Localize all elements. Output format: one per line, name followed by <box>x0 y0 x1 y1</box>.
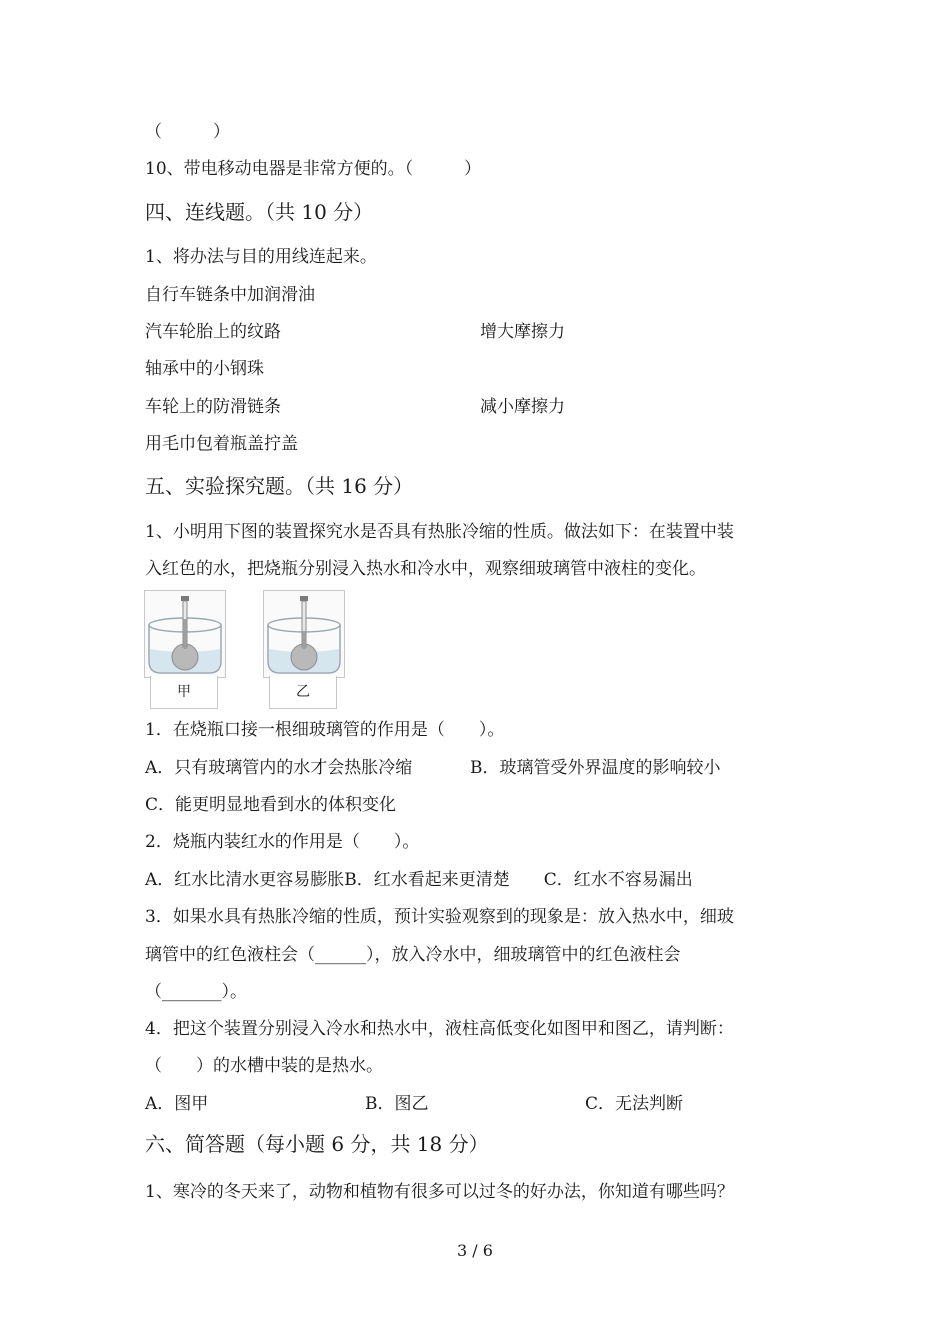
match-right-item: 减小摩擦力 <box>480 397 565 417</box>
match-right-item: 增大摩擦力 <box>480 322 565 342</box>
figure-jia-image <box>144 590 226 678</box>
figure-yi-label: 乙 <box>269 676 337 709</box>
sub-question-4-line: （ ）的水槽中装的是热水。 <box>145 1056 383 1076</box>
sub-question-4-option-a: A．图甲 <box>145 1094 209 1114</box>
match-left-item: 汽车轮胎上的纹路 <box>145 322 281 342</box>
sub-question-4-option-c: C．无法判断 <box>585 1094 684 1114</box>
section-4-heading: 四、连线题。（共 10 分） <box>145 200 374 224</box>
match-left-item: 自行车链条中加润滑油 <box>145 285 315 305</box>
flask-in-basin-icon <box>145 591 225 677</box>
sub-question-2: 2．烧瓶内装红水的作用是（ ）。 <box>145 832 420 852</box>
figure-jia-label: 甲 <box>150 676 218 709</box>
match-left-item: 轴承中的小钢珠 <box>145 359 264 379</box>
page-number: 3 / 6 <box>457 1241 493 1260</box>
match-left-item: 车轮上的防滑链条 <box>145 397 281 417</box>
experiment-intro-line: 1、小明用下图的装置探究水是否具有热胀冷缩的性质。做法如下：在装置中装 <box>145 522 734 542</box>
sub-question-1: 1．在烧瓶口接一根细玻璃管的作用是（ ）。 <box>145 720 505 740</box>
question-10: 10、带电移动电器是非常方便的。（ ） <box>145 159 482 179</box>
section-6-heading: 六、简答题（每小题 6 分，共 18 分） <box>145 1132 489 1156</box>
figure-jia <box>144 590 226 710</box>
sub-question-1-option-c: C．能更明显地看到水的体积变化 <box>145 795 397 815</box>
sub-question-1-option-b: B．玻璃管受外界温度的影响较小 <box>470 758 721 778</box>
sub-question-4-line: 4．把这个装置分别浸入冷水和热水中，液柱高低变化如图甲和图乙，请判断： <box>145 1019 734 1039</box>
sub-question-3-line: （_______）。 <box>145 982 247 1002</box>
sub-question-1-option-a: A．只有玻璃管内的水才会热胀冷缩 <box>145 758 413 778</box>
sub-question-4-option-b: B．图乙 <box>365 1094 429 1114</box>
figure-yi <box>263 590 345 710</box>
sub-question-3-line: 3．如果水具有热胀冷缩的性质，预计实验观察到的现象是：放入热水中，细玻 <box>145 907 734 927</box>
blank-answer-paren: （ ） <box>145 122 230 142</box>
match-left-item: 用毛巾包着瓶盖拧盖 <box>145 434 298 454</box>
section-5-heading: 五、实验探究题。（共 16 分） <box>145 474 414 498</box>
experiment-intro-line: 入红色的水，把烧瓶分别浸入热水和冷水中，观察细玻璃管中液柱的变化。 <box>145 559 706 579</box>
figure-yi-image <box>263 590 345 678</box>
sub-question-2-options: A．红水比清水更容易膨胀B．红水看起来更清楚 C．红水不容易漏出 <box>145 870 693 890</box>
flask-in-basin-icon <box>264 591 344 677</box>
section-6-question-1: 1、寒冷的冬天来了，动物和植物有很多可以过冬的好办法，你知道有哪些吗？ <box>145 1182 734 1202</box>
section-4-question-1: 1、将办法与目的用线连起来。 <box>145 247 377 267</box>
sub-question-3-line: 璃管中的红色液柱会（______），放入冷水中，细玻璃管中的红色液柱会 <box>145 945 681 965</box>
